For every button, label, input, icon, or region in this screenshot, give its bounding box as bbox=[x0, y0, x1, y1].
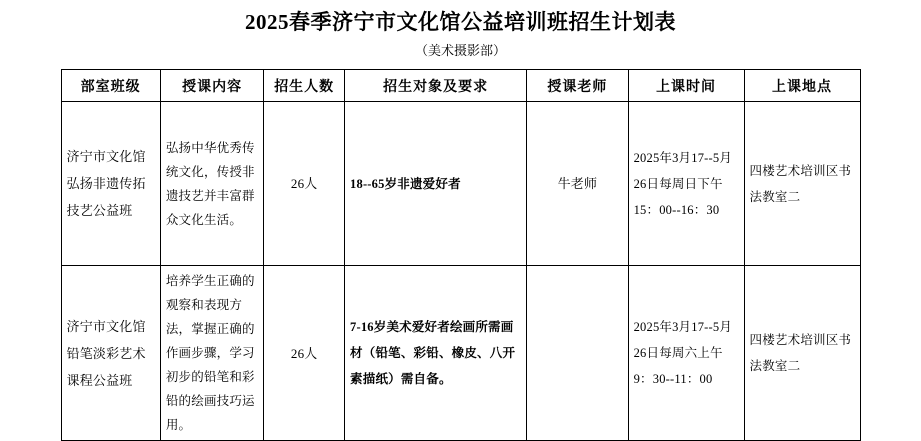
cell-content: 培养学生正确的观察和表现方法，掌握正确的作画步骤，学习初步的铅笔和彩铅的绘画技巧运用。 bbox=[160, 266, 263, 441]
cell-time: 2025年3月17--5月26日每周日下午15：00--16：30 bbox=[628, 102, 744, 266]
cell-teacher bbox=[527, 266, 628, 441]
cell-number: 26人 bbox=[264, 266, 345, 441]
column-header-number: 招生人数 bbox=[264, 70, 345, 102]
column-header-place: 上课地点 bbox=[744, 70, 860, 102]
cell-target: 18--65岁非遗爱好者 bbox=[345, 102, 527, 266]
cell-teacher: 牛老师 bbox=[527, 102, 628, 266]
enrollment-plan-table bbox=[61, 69, 861, 441]
cell-unit: 济宁市文化馆弘扬非遗传拓技艺公益班 bbox=[61, 102, 160, 266]
column-header-content: 授课内容 bbox=[160, 70, 263, 102]
column-header-target: 招生对象及要求 bbox=[345, 70, 527, 102]
cell-content: 弘扬中华优秀传统文化，传授非遗技艺并丰富群众文化生活。 bbox=[160, 102, 263, 266]
page-subtitle: （美术摄影部） bbox=[414, 43, 506, 58]
cell-target: 7-16岁美术爱好者绘画所需画材（铅笔、彩铅、橡皮、八开素描纸）需自备。 bbox=[345, 266, 527, 441]
column-header-unit: 部室班级 bbox=[61, 70, 160, 102]
column-header-time: 上课时间 bbox=[628, 70, 744, 102]
cell-time: 2025年3月17--5月26日每周六上午9：30--11：00 bbox=[628, 266, 744, 441]
cell-unit: 济宁市文化馆铅笔淡彩艺术课程公益班 bbox=[61, 266, 160, 441]
table-row bbox=[61, 266, 860, 441]
column-header-teacher: 授课老师 bbox=[527, 70, 628, 102]
table-header-row bbox=[61, 70, 860, 102]
cell-number: 26人 bbox=[264, 102, 345, 266]
page-title: 2025春季济宁市文化馆公益培训班招生计划表 bbox=[245, 10, 676, 34]
cell-place: 四楼艺术培训区书法教室二 bbox=[744, 102, 860, 266]
table-row bbox=[61, 102, 860, 266]
cell-place: 四楼艺术培训区书法教室二 bbox=[744, 266, 860, 441]
